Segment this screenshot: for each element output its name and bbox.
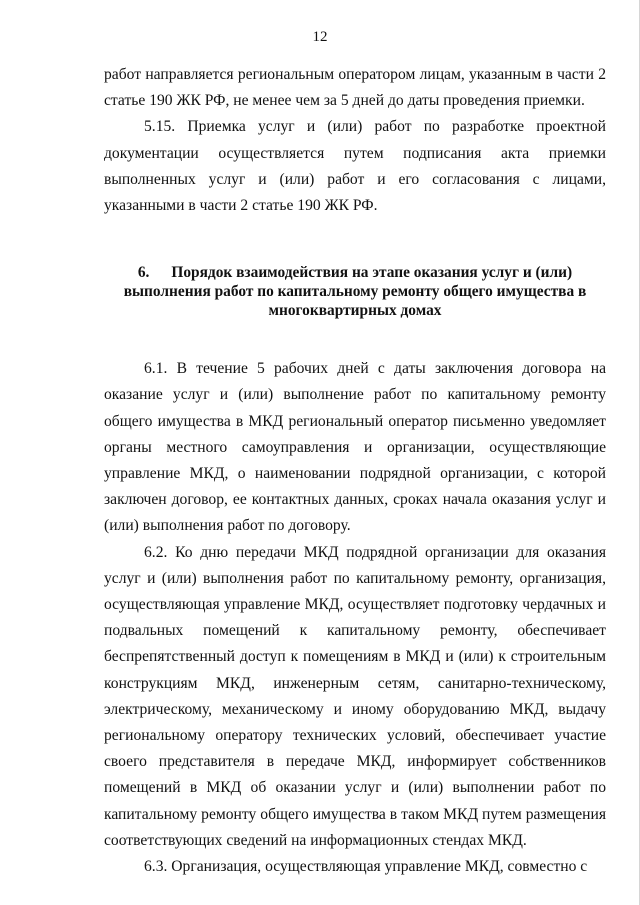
page-number: 12 (312, 29, 328, 45)
paragraph-6-2: 6.2. Ко дню передачи МКД подрядной организации для оказания услуг и (или) выполнения работ по капитальному ремонту, организация, осуществляющая управление МКД, осуществляет подготовку чердачных и подвальных помещений к капитальному ремонту, обеспечивает беспрепятственный доступ к помещениям в МКД и (или) к строительным конструкциям МКД, инженерным сетям, санитарно-техническому, электрическому, механическому и иному оборудованию МКД, выдачу региональному оператору технических условий, обеспечивает участие своего представителя в передаче МКД, информирует собственников помещений в МКД об оказании услуг и (или) выполнении работ по капитальному ремонту общего имущества в таком МКД путем размещения соответствующих сведений на информационных стендах МКД. (104, 543, 606, 849)
paragraph-continuation: работ направляется региональным оператором лицам, указанным в части 2 статье 190 ЖК РФ, не менее чем за 5 дней до даты проведения приемки. (104, 66, 606, 110)
paragraph-6-3: 6.3. Организация, осуществляющая управление МКД, совместно с (144, 858, 588, 876)
paragraph-5-15: 5.15. Приемка услуг и (или) работ по разработке проектной документации осуществляется путем подписания акта приемки выполненных услуг и (или) работ и его согласования с лицами, указанными в части 2 статье 190 ЖК РФ. (104, 118, 606, 215)
section-6-heading (104, 263, 606, 320)
document-body (104, 62, 606, 880)
section-6-number: 6. (137, 264, 150, 282)
paragraph-6-1: 6.1. В течение 5 рабочих дней с даты заключения договора на оказание услуг и (или) выполнение работ по капитальному ремонту общего имущества в МКД региональный оператор письменно уведомляет органы местного самоуправления и организации, осуществляющие управление МКД, о наименовании подрядной организации, с которой заключен договор, ее контактных данных, сроках начала оказания услуг и (или) выполнения работ по договору. (104, 360, 606, 535)
section-6-title: Порядок взаимодействия на этапе оказания услуг и (или) выполнения работ по капитальному ремонту общего имущества в многоквартирных домах (123, 264, 587, 320)
